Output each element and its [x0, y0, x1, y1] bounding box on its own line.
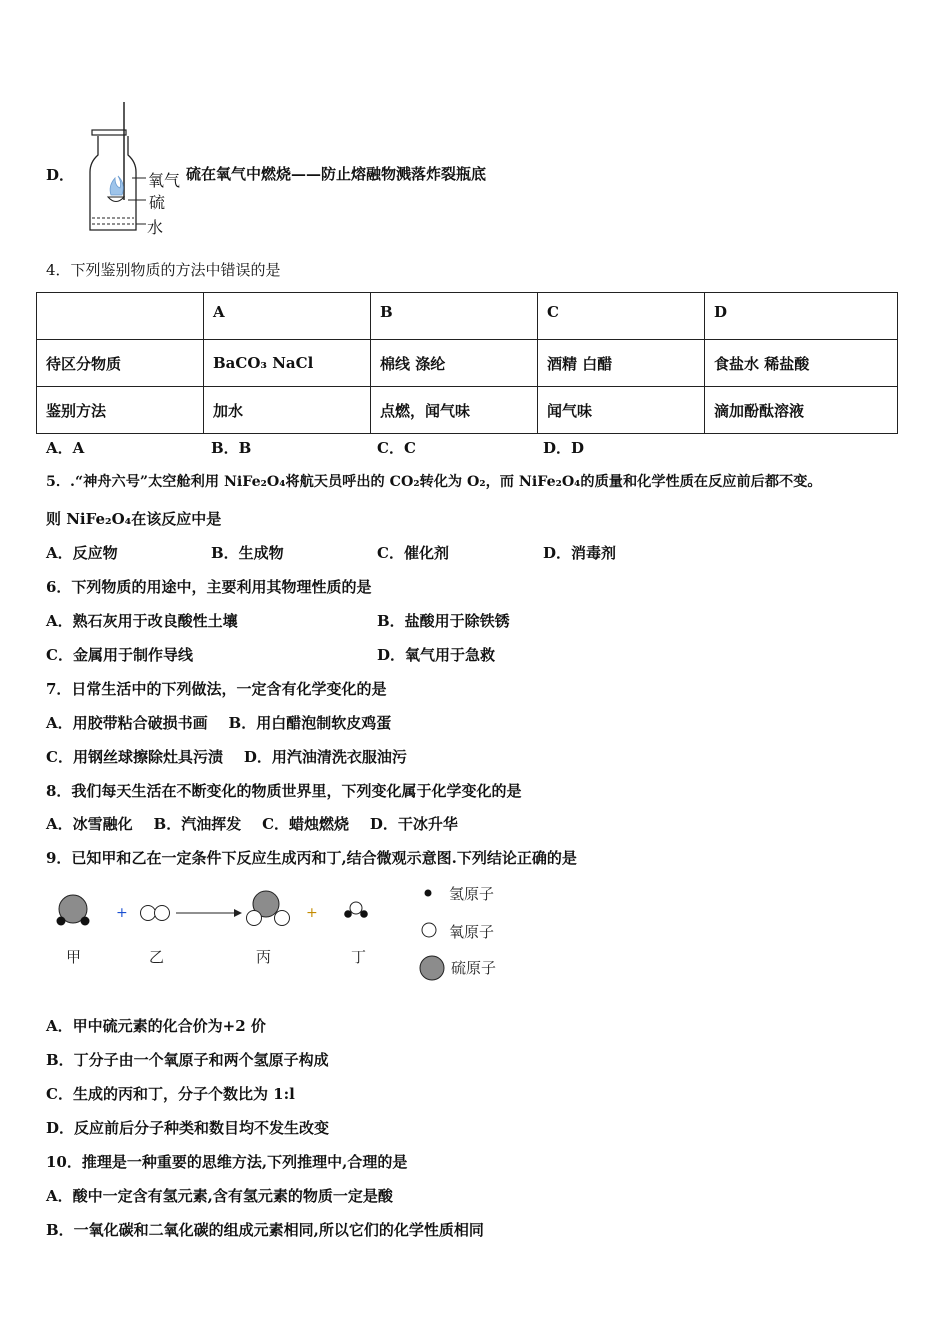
table-cell: 食盐水 稀盐酸 [705, 340, 898, 387]
q8-stem: 8．我们每天生活在不断变化的物质世界里，下列变化属于化学变化的是 [46, 782, 522, 800]
q9-option-d: D．反应前后分子种类和数目均不发生改变 [46, 1119, 330, 1137]
legend-sulfur: 硫原子 [451, 959, 497, 977]
table-cell [37, 293, 204, 340]
label-jia: 甲 [66, 948, 82, 966]
molecule-yi [141, 906, 170, 921]
plus-sign: + [306, 905, 318, 921]
q5-option-d: D．消毒剂 [543, 544, 617, 562]
q9-option-c: C．生成的丙和丁，分子个数比为 1:l [46, 1085, 295, 1103]
table-cell: 点燃，闻气味 [371, 387, 538, 434]
q4-option-c: C．C [377, 439, 416, 457]
molecule-bing [247, 891, 290, 926]
sulfur-label: 硫 [149, 193, 166, 212]
q5-option-b: B．生成物 [211, 544, 284, 562]
table-row [37, 340, 898, 387]
q6-option-c: C．金属用于制作导线 [46, 646, 193, 664]
label-bing: 丙 [256, 948, 272, 966]
q5-option-c: C．催化剂 [377, 544, 449, 562]
water-label: 水 [147, 218, 164, 237]
q10-stem: 10．推理是一种重要的思维方法,下列推理中,合理的是 [46, 1153, 408, 1171]
table-cell: 闻气味 [538, 387, 705, 434]
table-cell: A [204, 293, 371, 340]
q6-option-b: B．盐酸用于除铁锈 [377, 612, 510, 630]
q6-option-a: A．熟石灰用于改良酸性土壤 [46, 612, 238, 630]
reaction-arrow [176, 909, 242, 917]
reaction-micro-diagram [46, 880, 516, 990]
q3d-label: D． [46, 166, 75, 184]
q9-option-a: A．甲中硫元素的化合价为+2 价 [46, 1017, 266, 1035]
legend-oxygen: 氧原子 [449, 923, 495, 941]
q9-option-b: B．丁分子由一个氧原子和两个氢原子构成 [46, 1051, 329, 1069]
table-cell: 滴加酚酞溶液 [705, 387, 898, 434]
label-yi: 乙 [149, 948, 165, 966]
q3d-description: 硫在氧气中燃烧——防止熔融物溅落炸裂瓶底 [186, 165, 487, 183]
table-cell: BaCO₃ NaCl [204, 340, 371, 387]
q5-option-a: A．反应物 [46, 544, 118, 562]
table-cell: C [538, 293, 705, 340]
q7-options-line2: C．用钢丝球擦除灶具污渍 D．用汽油清洗衣服油污 [46, 748, 407, 766]
q4-option-b: B．B [211, 439, 252, 457]
table-row [37, 387, 898, 434]
legend-hydrogen: 氢原子 [449, 885, 495, 903]
table-cell: D [705, 293, 898, 340]
q7-stem: 7．日常生活中的下列做法，一定含有化学变化的是 [46, 680, 387, 698]
table-cell: B [371, 293, 538, 340]
table-cell: 棉线 涤纶 [371, 340, 538, 387]
q4-option-a: A．A [46, 439, 85, 457]
table-cell: 酒精 白醋 [538, 340, 705, 387]
table-cell: 待区分物质 [37, 340, 204, 387]
q4-stem: 4．下列鉴别物质的方法中错误的是 [46, 261, 281, 279]
molecule-ding [344, 902, 368, 918]
plus-sign: + [116, 905, 128, 921]
q5-stem-line1: 5．.“神舟六号”太空舱利用 NiFe₂O₄将航天员呼出的 CO₂转化为 O₂，而 NiFe₂O₄的质量和化学性质在反应前后都不变。 [46, 474, 822, 490]
q10-option-a: A．酸中一定含有氢元素,含有氢元素的物质一定是酸 [46, 1187, 393, 1205]
table-cell: 鉴别方法 [37, 387, 204, 434]
label-ding: 丁 [351, 948, 367, 966]
q6-option-d: D．氧气用于急救 [377, 646, 496, 664]
table-header-row [37, 293, 898, 340]
q8-options: A．冰雪融化 B．汽油挥发 C．蜡烛燃烧 D．干冰升华 [46, 815, 458, 833]
q7-options-line1: A．用胶带粘合破损书画 B．用白醋泡制软皮鸡蛋 [46, 714, 392, 732]
q4-table [36, 292, 898, 434]
oxygen-label: 氧气 [148, 171, 181, 190]
legend [420, 885, 496, 980]
q6-stem: 6．下列物质的用途中，主要利用其物理性质的是 [46, 578, 372, 596]
table-cell: 加水 [204, 387, 371, 434]
q4-option-d: D．D [543, 439, 585, 457]
q10-option-b: B．一氧化碳和二氧化碳的组成元素相同,所以它们的化学性质相同 [46, 1221, 484, 1239]
q9-stem: 9．已知甲和乙在一定条件下反应生成丙和丁,结合微观示意图.下列结论正确的是 [46, 849, 577, 867]
molecule-jia [57, 895, 90, 926]
q5-stem-line2: 则 NiFe₂O₄在该反应中是 [46, 510, 222, 528]
